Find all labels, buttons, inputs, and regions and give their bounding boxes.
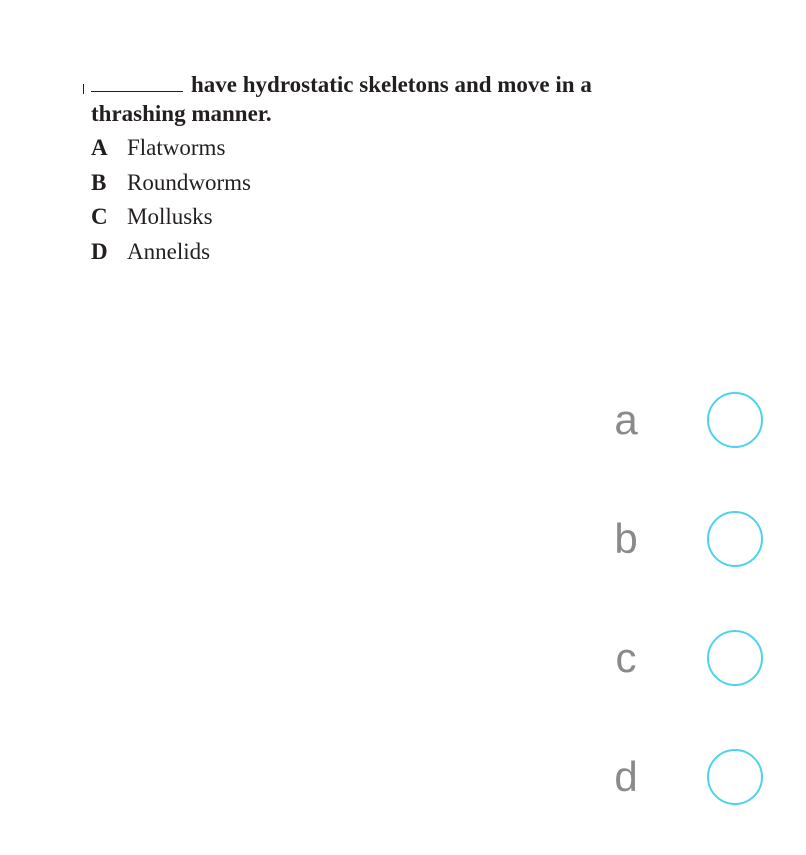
answer-blank — [91, 73, 183, 92]
answer-option-c[interactable] — [560, 630, 780, 700]
choice-letter: A — [91, 135, 108, 160]
choice-item — [91, 135, 251, 170]
answer-option-d[interactable] — [560, 749, 780, 819]
text-cursor-mark — [83, 84, 84, 94]
radio-button-b[interactable] — [707, 511, 763, 567]
choice-text: Roundworms — [127, 169, 251, 195]
choice-letter: C — [91, 204, 108, 229]
question-stem — [91, 70, 651, 128]
question-stem-text: have hydrostatic skeletons and move in a thrashing manner. — [91, 72, 592, 126]
answer-option-b[interactable] — [560, 511, 780, 581]
choice-text: Annelids — [127, 238, 211, 264]
choice-list — [91, 135, 251, 273]
radio-button-a[interactable] — [707, 392, 763, 448]
choice-letter: D — [91, 238, 108, 264]
answer-label: b — [614, 515, 638, 562]
radio-button-d[interactable] — [707, 749, 763, 805]
radio-button-c[interactable] — [707, 630, 763, 686]
choice-text: Flatworms — [127, 135, 226, 160]
choice-item — [91, 170, 251, 205]
answer-label: c — [615, 634, 637, 681]
choice-text: Mollusks — [127, 204, 213, 229]
answer-label: d — [614, 753, 638, 800]
answer-option-a[interactable] — [560, 392, 780, 462]
choice-item — [91, 204, 251, 239]
choice-letter: B — [91, 169, 107, 195]
answer-label: a — [614, 396, 638, 443]
question-image — [0, 0, 806, 290]
choice-item — [91, 239, 251, 274]
